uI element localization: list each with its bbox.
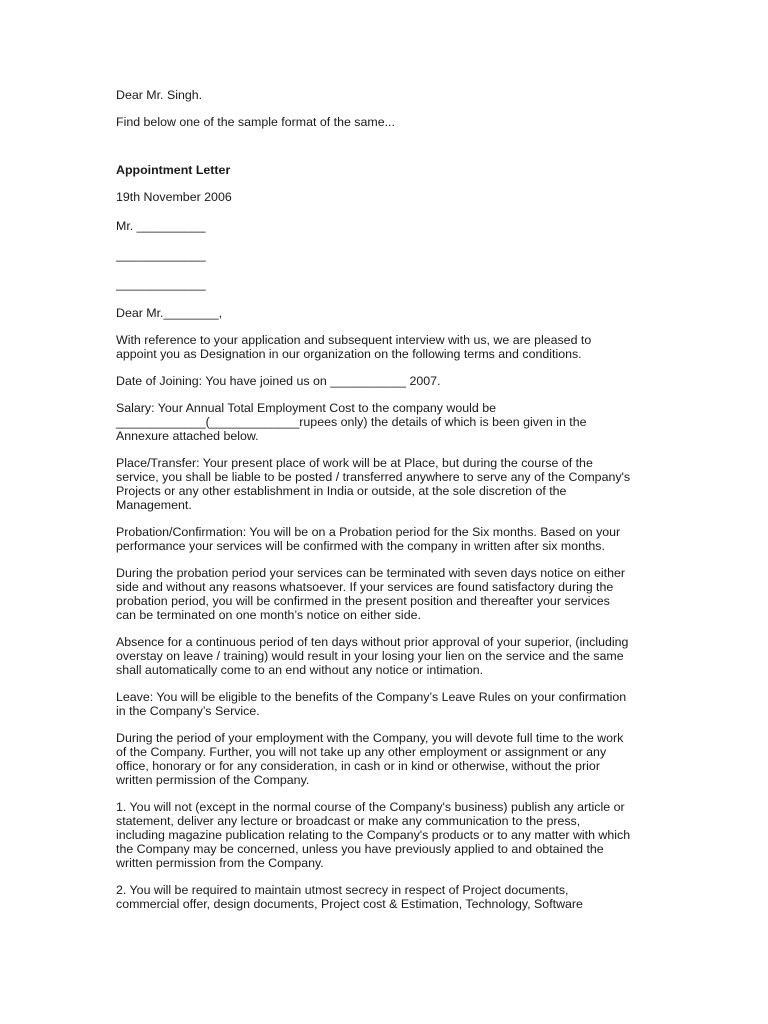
letter-body (116, 88, 664, 924)
intro-line: Find below one of the sample format of the same... (116, 115, 395, 129)
paragraph-probation: Probation/Confirmation: You will be on a Probation period for the Six months. Based on your performance your services will be confirmed with the company in written after six months. (116, 525, 621, 553)
letter-title: Appointment Letter (116, 163, 231, 177)
paragraph-appointment: With reference to your application and subsequent interview with us, we are pleased to appoint you as Designation in our organization on the following terms and conditions. (116, 333, 592, 361)
paragraph-clause-1: 1. You will not (except in the normal course of the Company's business) publish any article or statement, deliver any lecture or broadcast or make any communication to the press, including magazine publication relating to the Company's products or to any matter with which the Company may be concerned, unless you have previously applied to and obtained the written permission from the Company. (116, 800, 631, 870)
greeting: Dear Mr. Singh. (116, 88, 203, 102)
paragraph-leave: Leave: You will be eligible to the benefits of the Company’s Leave Rules on your confirmation in the Company’s Service. (116, 690, 627, 718)
paragraph-date-of-joining: Date of Joining: You have joined us on ___________ 2007. (116, 374, 441, 388)
paragraph-salary: Salary: Your Annual Total Employment Cost to the company would be _____________(_____________rupees only) the details of which is been given in the Annexure attached below. (116, 401, 587, 443)
paragraph-clause-2: 2. You will be required to maintain utmost secrecy in respect of Project documents, commercial offer, design documents, Project cost & Estimation, Technology, Software (116, 883, 583, 911)
paragraph-absence: Absence for a continuous period of ten days without prior approval of your superior, (including overstay on leave / training) would result in your losing your lien on the service and the same shall automatically come to an end without any notice or intimation. (116, 635, 629, 677)
address-line-2: _____________ (116, 248, 206, 262)
paragraph-place-transfer: Place/Transfer: Your present place of work will be at Place, but during the course of the service, you shall be liable to be posted / transferred anywhere to serve any of the Company's Projects or any other establishment in India or outside, at the sole discretion of the Management. (116, 456, 631, 512)
paragraph-full-time: During the period of your employment with the Company, you will devote full time to the work of the Company. Further, you will not take up any other employment or assignment or any office, honorary or for any consideration, in cash or in kind or otherwise, without the prior written permission of the Company. (116, 731, 624, 787)
salutation: Dear Mr.________, (116, 306, 223, 320)
letter-date: 19th November 2006 (116, 190, 232, 204)
address-line-1: Mr. __________ (116, 219, 206, 233)
address-line-3: _____________ (116, 277, 206, 291)
paragraph-termination: During the probation period your services can be terminated with seven days notice on either side and without any reasons whatsoever. If your services are found satisfactory during the probation period, you will be confirmed in the present position and thereafter your services can be terminated on one month’s notice on either side. (116, 566, 625, 622)
